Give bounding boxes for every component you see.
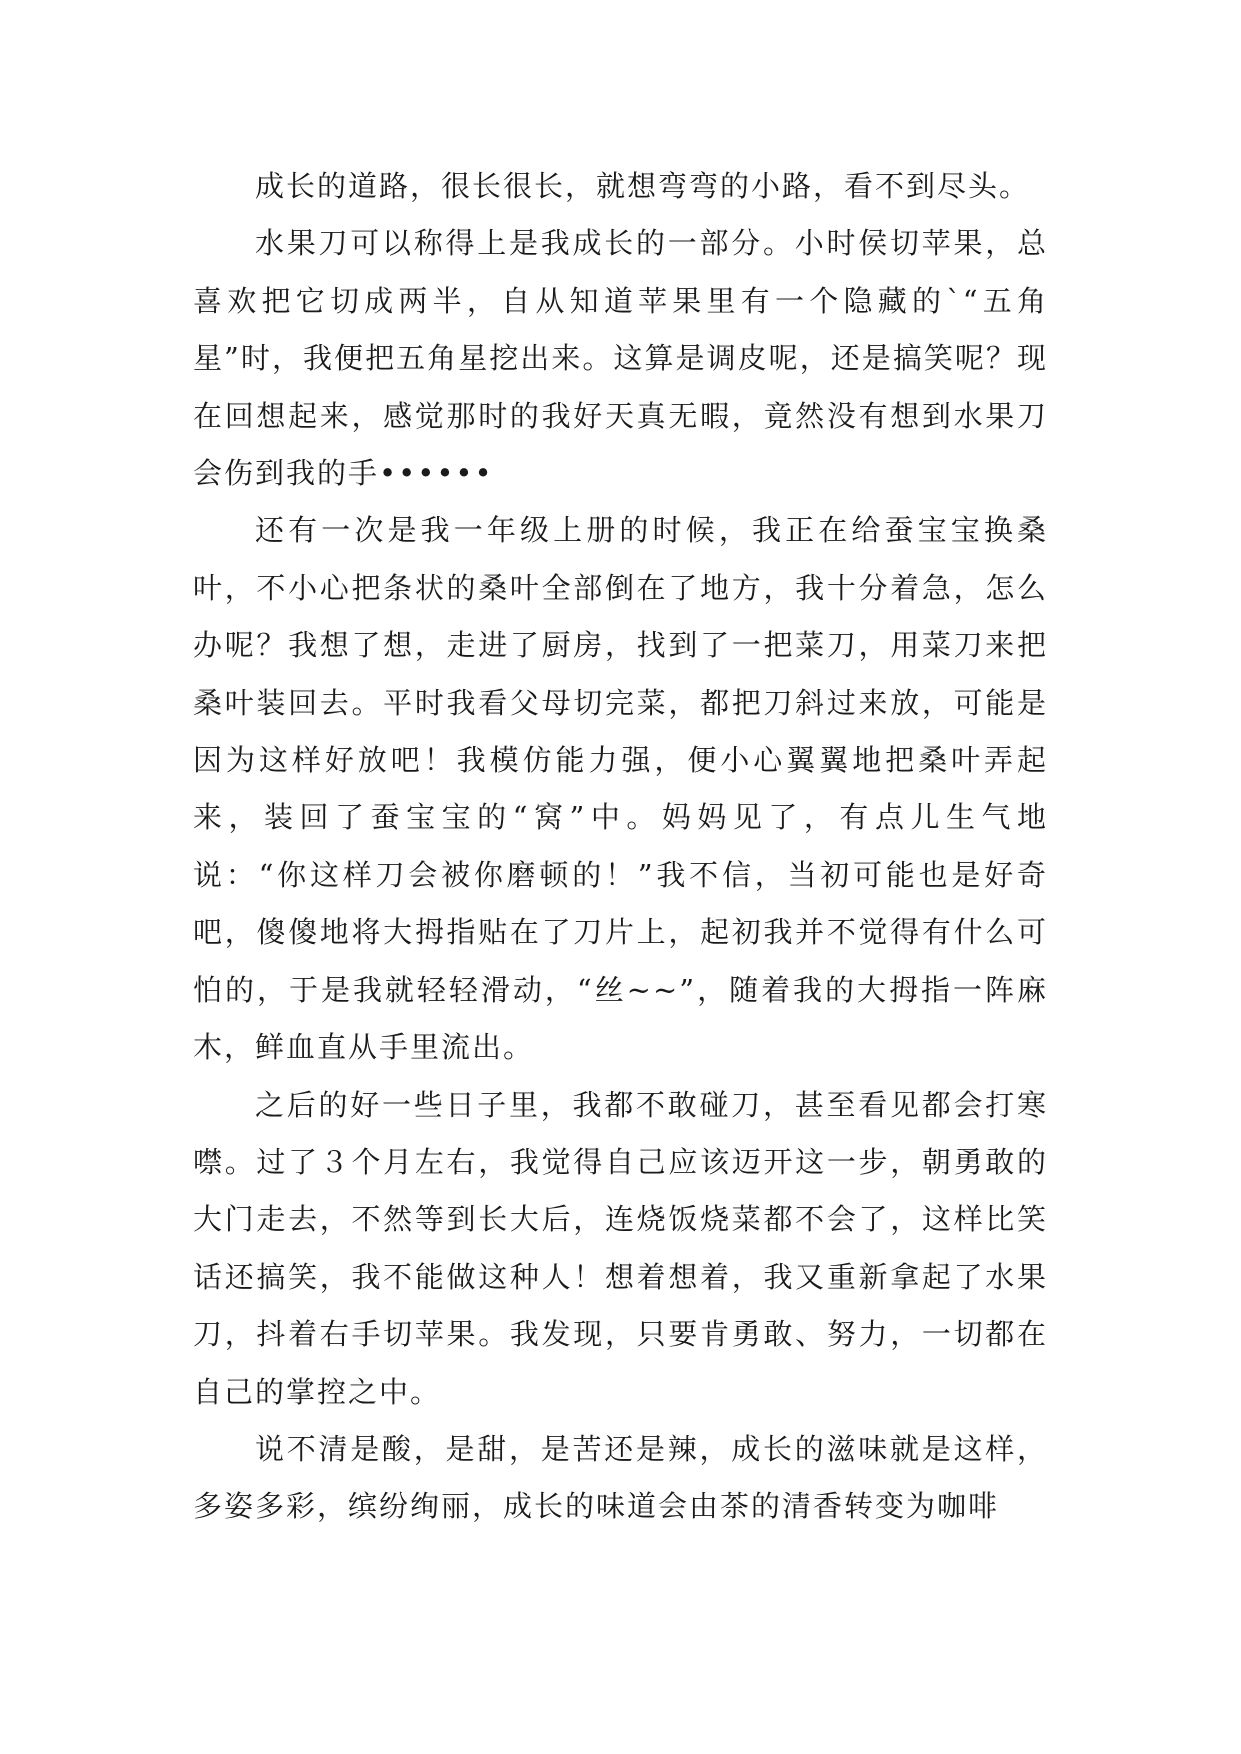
- paragraph-2: 水果刀可以称得上是我成长的一部分。小时侯切苹果，总喜欢把它切成两半，自从知道苹果里有一个隐藏的`“五角星”时，我便把五角星挖出来。这算是调皮呢，还是搞笑呢？现在回想起来，感觉那时的我好天真无暇，竟然没有想到水果刀会伤到我的手••••••: [193, 226, 1048, 491]
- paragraph-4: 之后的好一些日子里，我都不敢碰刀，甚至看见都会打寒噤。过了３个月左右，我觉得自己应该迈开这一步，朝勇敢的大门走去，不然等到长大后，连烧饭烧菜都不会了，这样比笑话还搞笑，我不能做这种人！想着想着，我又重新拿起了水果刀，抖着右手切苹果。我发现，只要肯勇敢、努力，一切都在自己的掌控之中。: [193, 1087, 1048, 1409]
- paragraph-5: 说不清是酸，是甜，是苦还是辣，成长的滋味就是这样，多姿多彩，缤纷绚丽，成长的味道会由茶的清香转变为咖啡: [193, 1431, 1048, 1524]
- paragraph-3: 还有一次是我一年级上册的时候，我正在给蚕宝宝换桑叶，不小心把条状的桑叶全部倒在了地方，我十分着急，怎么办呢？我想了想，走进了厨房，找到了一把菜刀，用菜刀来把桑叶装回去。平时我看父母切完菜，都把刀斜过来放，可能是因为这样好放吧！我模仿能力强，便小心翼翼地把桑叶弄起来，装回了蚕宝宝的“窝”中。妈妈见了，有点儿生气地说：“你这样刀会被你磨顿的！”我不信，当初可能也是好奇吧，傻傻地将大拇指贴在了刀片上，起初我并不觉得有什么可怕的，于是我就轻轻滑动，“丝~~”，随着我的大拇指一阵麻木，鲜血直从手里流出。: [193, 513, 1048, 1065]
- paragraph-1: 成长的道路，很长很长，就想弯弯的小路，看不到尽头。: [255, 169, 1031, 203]
- essay-body: [193, 158, 1048, 1536]
